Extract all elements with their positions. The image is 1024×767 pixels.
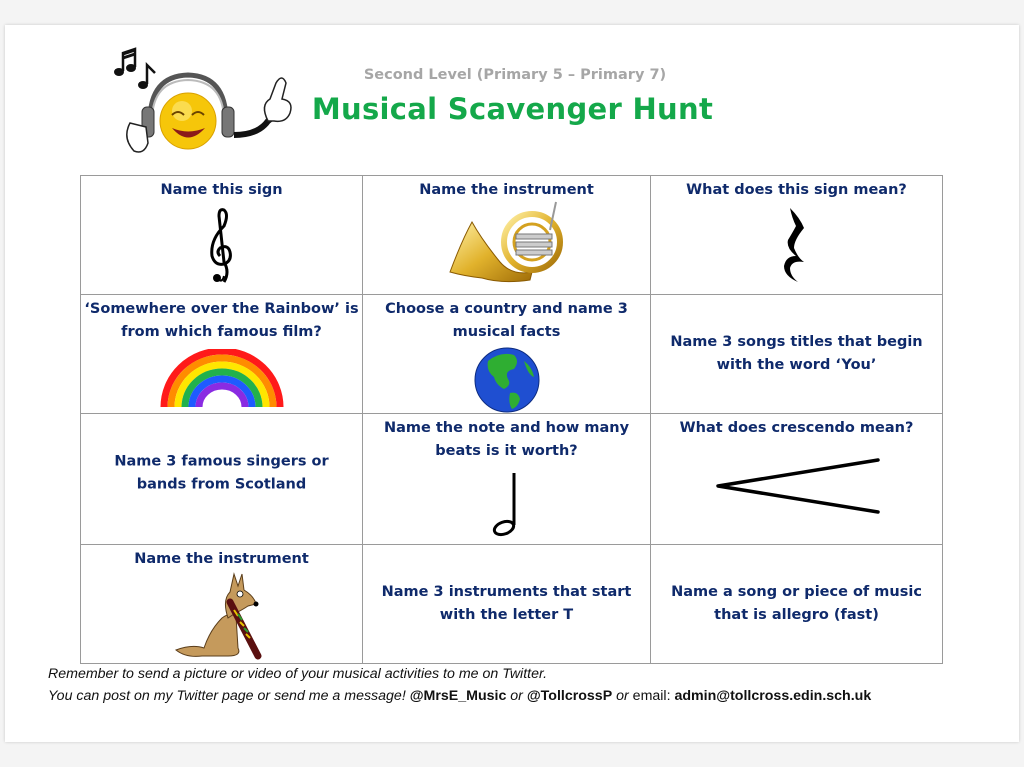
grid-cell-crescendo <box>651 414 943 545</box>
twitter-handle-mrse-music[interactable]: @MrsE_Music <box>409 688 507 704</box>
page-title: Musical Scavenger Hunt <box>311 92 714 126</box>
grid-cell-instruments-letter-t <box>363 545 651 664</box>
grid-cell-name-instrument-didgeridoo <box>81 545 363 664</box>
globe-icon <box>363 347 650 413</box>
grid-cell-sign-meaning <box>651 176 943 295</box>
treble-clef-icon <box>81 206 362 286</box>
grid-row <box>81 295 943 414</box>
footer-line-2: You can post on my Twitter page or send me a message! @MrsE_Music or @TollcrossP or email: admin@tollcross.edin.sch.uk <box>48 688 872 704</box>
question-text: What does this sign mean? <box>686 182 907 198</box>
grid-row <box>81 545 943 664</box>
smiley-with-headphones-icon <box>108 43 298 158</box>
grid-cell-name-instrument-horn <box>363 176 651 295</box>
kangaroo-didgeridoo-icon <box>81 570 362 660</box>
question-text: What does crescendo mean? <box>679 420 914 436</box>
question-text: Name 3 famous singers or bands from Scotland <box>114 453 329 493</box>
french-horn-icon <box>363 200 650 284</box>
footer-line-1: Remember to send a picture or video of your musical activities to me on Twitter. <box>48 666 548 682</box>
music-notes-icon <box>114 49 155 89</box>
grid-cell-rainbow-film <box>81 295 363 414</box>
grid-cell-note-beats <box>363 414 651 545</box>
question-text: Name 3 instruments that start with the letter T <box>381 584 632 623</box>
twitter-handle-tollcrossp[interactable]: @TollcrossP <box>526 688 613 704</box>
grid-cell-country-facts <box>363 295 651 414</box>
grid-cell-name-sign <box>81 176 363 295</box>
minim-note-icon <box>363 469 650 539</box>
level-subtitle: Second Level (Primary 5 – Primary 7) <box>363 67 667 83</box>
question-text: Name the note and how many beats is it worth? <box>383 420 630 459</box>
rainbow-icon <box>81 349 362 407</box>
question-text: Name 3 songs titles that begin with the word ‘You’ <box>670 334 923 373</box>
footer-note <box>48 663 978 707</box>
question-text: Name a song or piece of music that is allegro (fast) <box>671 584 922 623</box>
question-text: Name the instrument <box>134 551 309 567</box>
email-link[interactable]: admin@tollcross.edin.sch.uk <box>674 688 872 704</box>
question-text: Choose a country and name 3 musical facts <box>385 301 628 340</box>
question-text: ‘Somewhere over the Rainbow’ is from which famous film? <box>84 301 359 340</box>
grid-cell-you-songs <box>651 295 943 414</box>
scavenger-hunt-grid <box>80 175 943 664</box>
crotchet-rest-icon <box>651 206 942 282</box>
crescendo-hairpin-icon <box>651 454 942 518</box>
question-text: Name this sign <box>160 182 283 198</box>
grid-row <box>81 176 943 295</box>
grid-row <box>81 414 943 545</box>
grid-cell-allegro-song <box>651 545 943 664</box>
question-text: Name the instrument <box>419 182 594 198</box>
grid-cell-scottish-singers <box>81 414 363 545</box>
